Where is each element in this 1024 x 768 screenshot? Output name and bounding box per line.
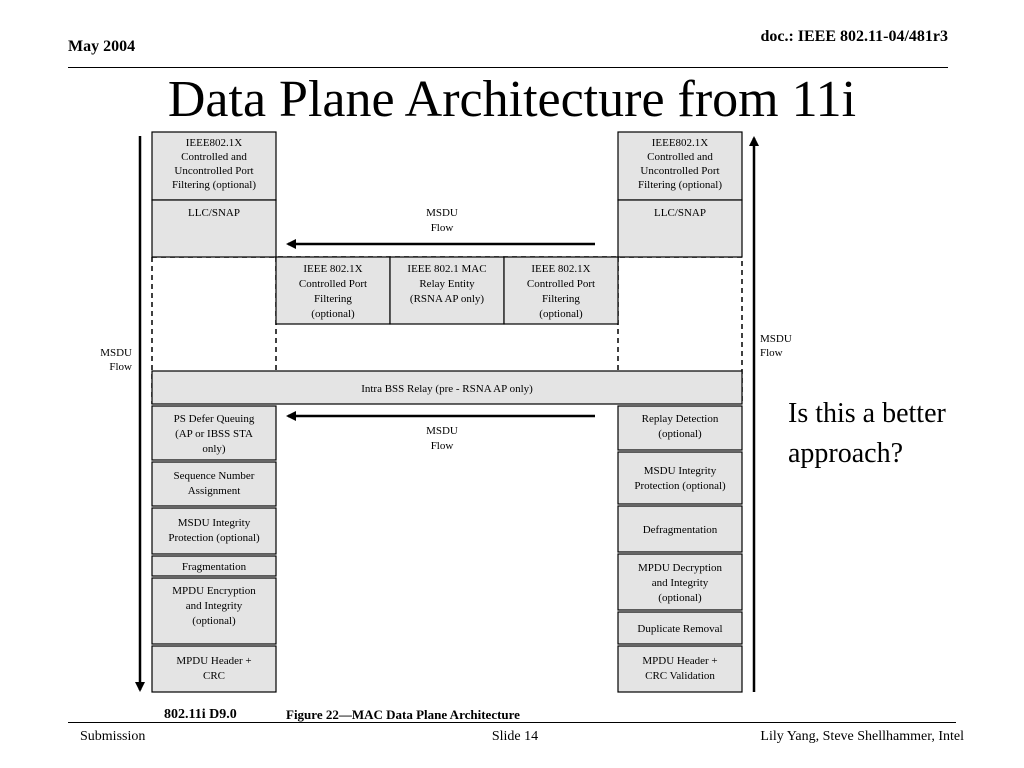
right-defragmentation-label: Defragmentation [642,524,718,536]
right-duplicate-removal-label: Duplicate Removal [637,623,723,635]
right-8021x-filter-label: IEEE802.1X Controlled and Uncontrolled Port Filtering (optional) [637,137,723,191]
caption-figure-title: Figure 22—MAC Data Plane Architecture [286,707,520,722]
right-llc-snap-label: LLC/SNAP [654,207,706,219]
caption-version: 802.11i D9.0 [164,707,237,722]
left-seq-number-box [152,462,276,506]
middle-right-8021x-label: IEEE 802.1X Controlled Port Filtering (optional) [526,263,596,320]
left-mpdu-encryption-label: MPDU Encryption and Integrity (optional) [172,585,256,627]
left-fragmentation-label: Fragmentation [181,561,247,573]
right-mpdu-decryption-label: MPDU Decryption and Integrity (optional) [637,562,723,604]
right-flow-label: MSDU Flow [760,333,792,359]
page-title: Data Plane Architecture from 11i [167,71,857,128]
left-ps-defer-label: PS Defer Queuing (AP or IBSS STA only) [173,413,255,455]
footer-slide-number: Slide 14 [491,729,539,744]
right-replay-detection-label: Replay Detection (optional) [641,413,719,440]
left-seq-number-label: Sequence Number Assignment [173,470,255,497]
header-doc-id: doc.: IEEE 802.11-04/481r3 [760,28,948,45]
footer-submission: Submission [80,729,146,744]
side-question: Is this a better approach? [788,398,946,469]
left-mpdu-header-label: MPDU Header + CRC [176,655,252,682]
left-msdu-integrity-label: MSDU Integrity Protection (optional) [168,517,260,544]
right-mpdu-header-label: MPDU Header + CRC Validation [642,655,718,682]
right-msdu-integrity-box [618,452,742,504]
middle-mac-relay-label: IEEE 802.1 MAC Relay Entity (RSNA AP only) [407,263,487,305]
header-date: May 2004 [68,38,136,55]
left-mpdu-header-box [152,646,276,692]
upper-flow-label: MSDU Flow [426,207,458,234]
intra-bss-relay-label: Intra BSS Relay (pre - RSNA AP only) [361,383,533,395]
left-msdu-integrity-box [152,508,276,554]
left-flow-label: MSDU Flow [100,347,132,373]
mac-data-plane-diagram [98,124,798,724]
footer-divider [68,722,956,723]
left-llc-snap-label: LLC/SNAP [188,207,240,219]
right-msdu-integrity-label: MSDU Integrity Protection (optional) [634,465,726,492]
right-mpdu-header-box [618,646,742,692]
lower-flow-label: MSDU Flow [426,425,458,452]
footer-authors: Lily Yang, Steve Shellhammer, Intel [760,729,964,744]
middle-left-8021x-label: IEEE 802.1X Controlled Port Filtering (optional) [298,263,368,320]
left-8021x-filter-label: IEEE802.1X Controlled and Uncontrolled Port Filtering (optional) [171,137,257,191]
